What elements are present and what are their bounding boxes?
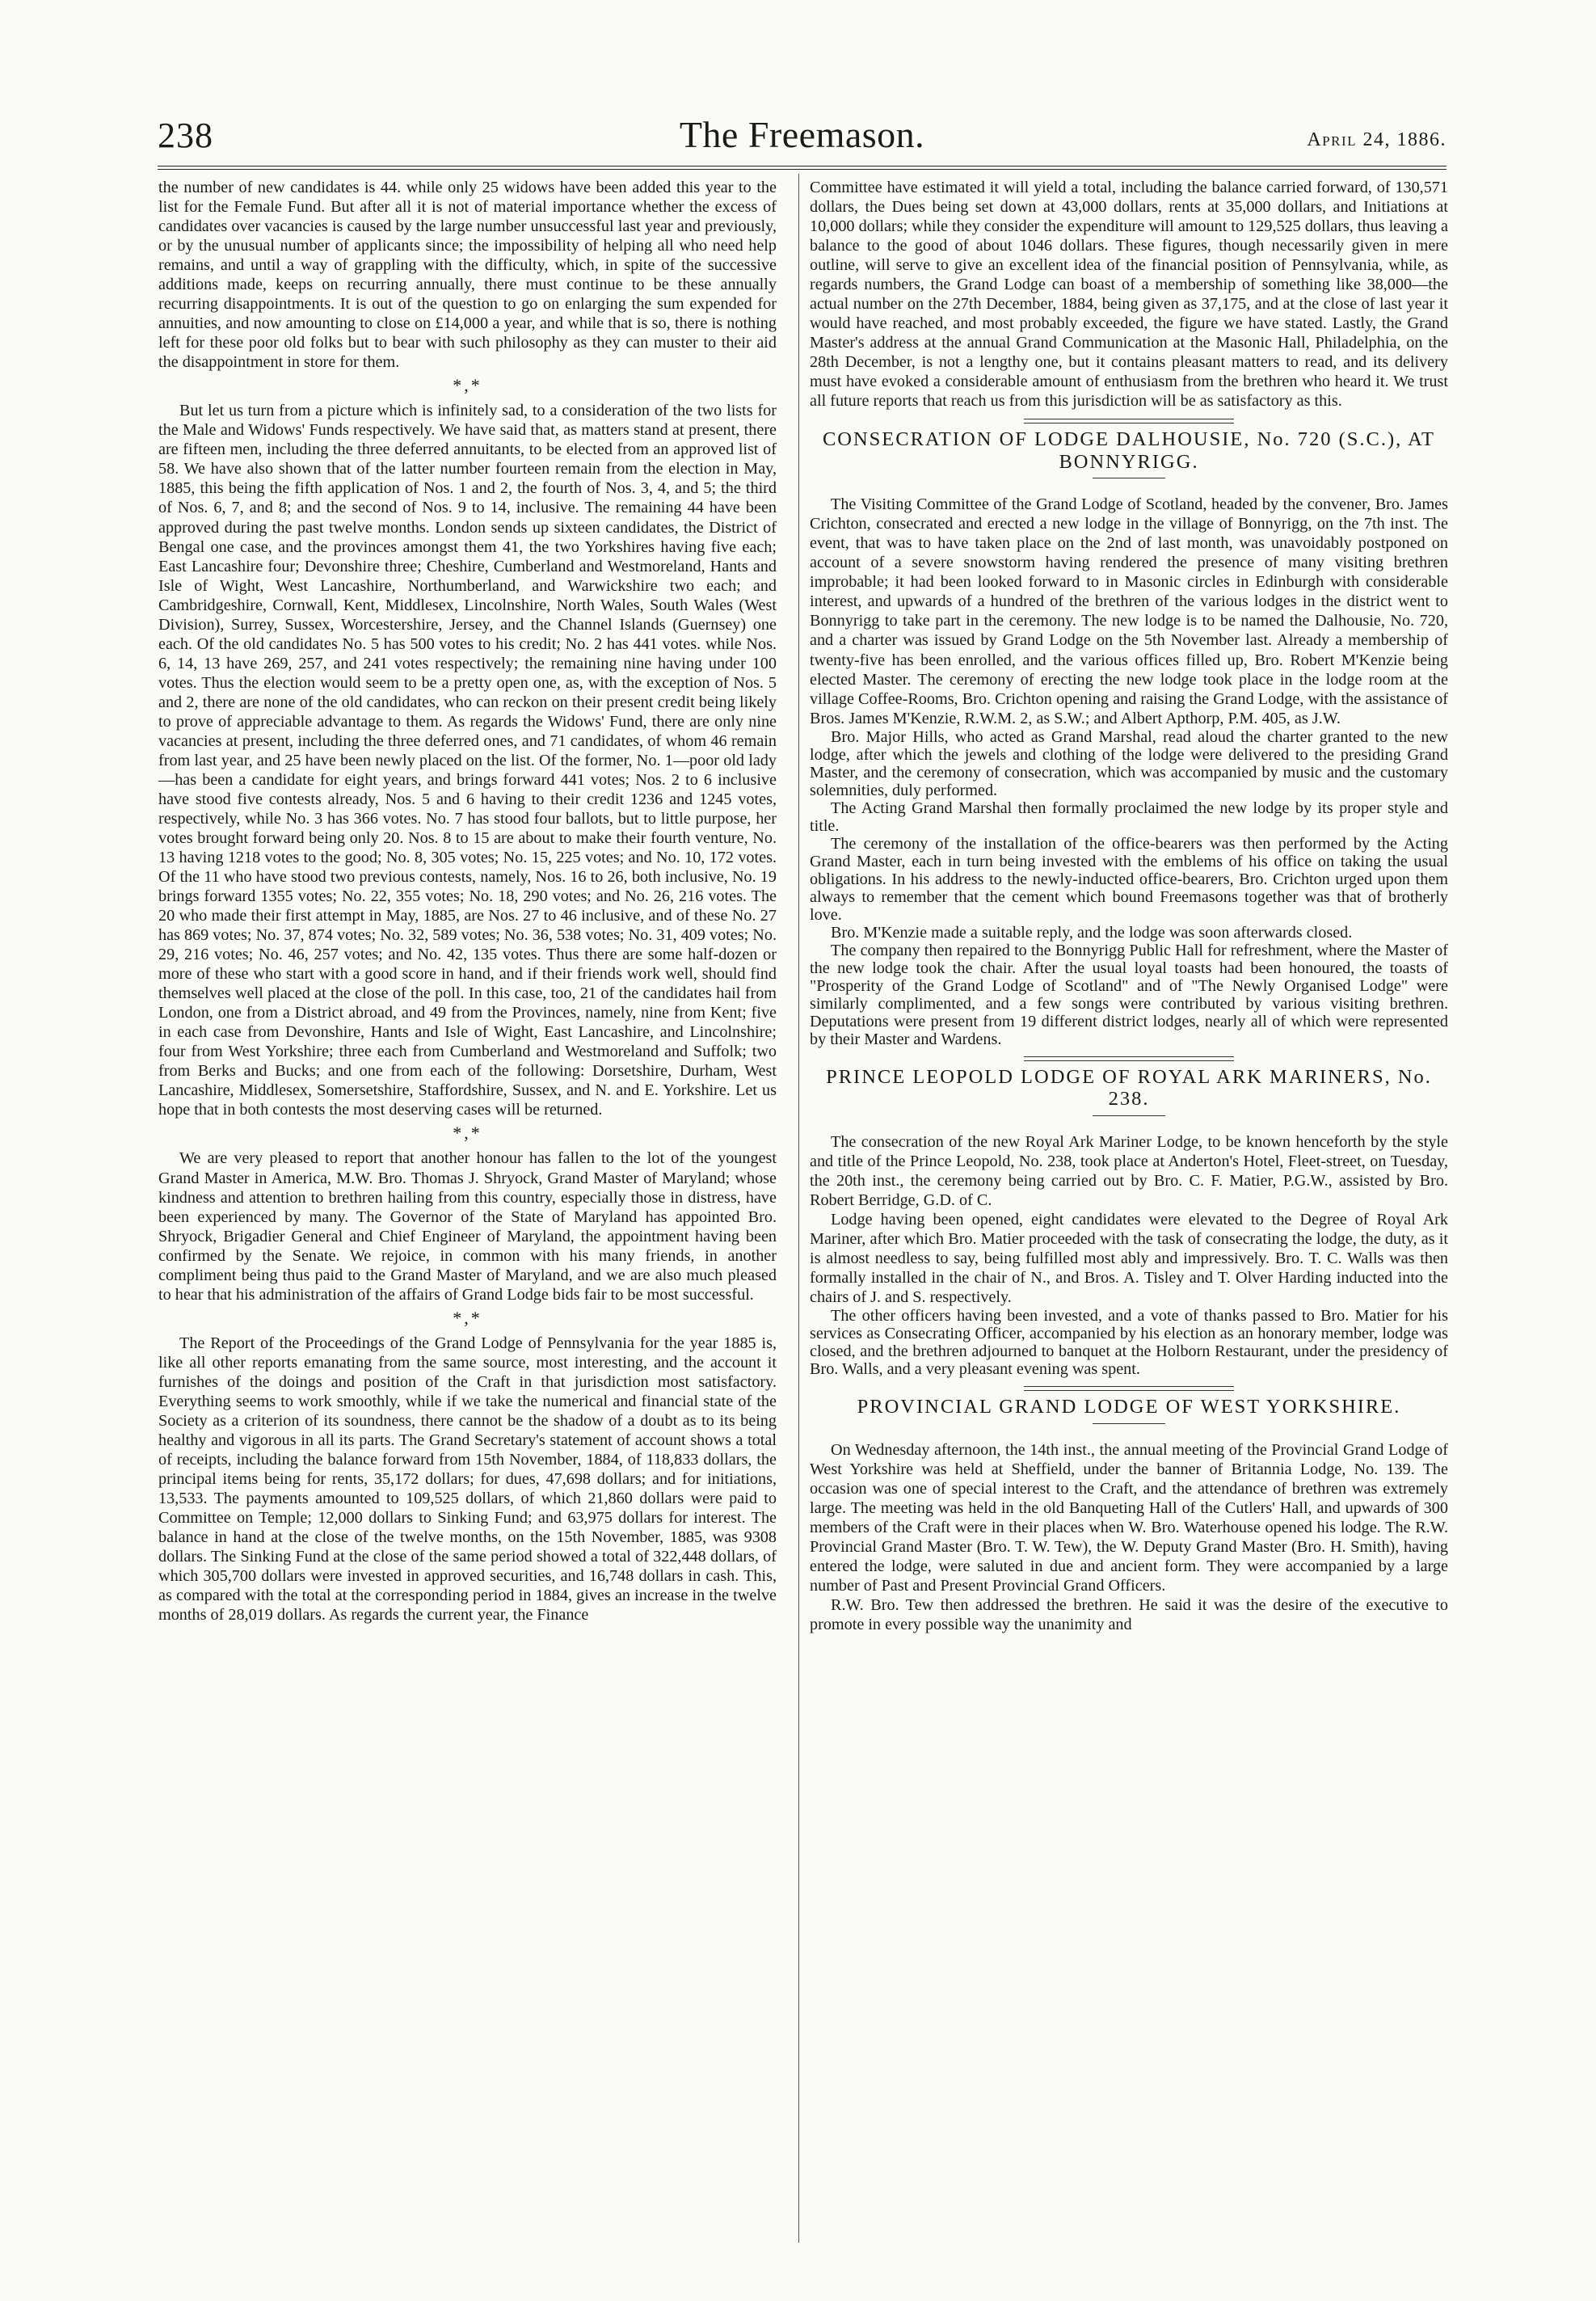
issue-date: April 24, 1886.: [1307, 129, 1447, 150]
section-separator: *,*: [453, 1307, 482, 1328]
paragraph: The company then repaired to the Bonnyrigg Public Hall for refreshment, where the Master of the new lodge took the chair. After the usual loyal toasts had been honoured, the toasts of "Prosperity of the Grand Lodge of Scotland" and of "The Newly Organised Lodge" were similarly complimented, and a few songs were contributed by various visiting brethren. Deputations were present from 19 different district lodges, nearly all of which were represented by their Master and Wardens.: [810, 941, 1448, 1048]
section-rule: [1024, 419, 1234, 424]
paragraph: The Report of the Proceedings of the Grand Lodge of Pennsylvania for the year 1885 is, like all other reports emanating from the same source, most interesting, and the account it furnishes of the doings and position of the Craft in that jurisdiction most satisfactory. Everything seems to work smoothly, while if we take the numerical and financial state of the Society as a criterion of its soundness, there cannot be the shadow of a doubt as to its being healthy and vigorous in all its parts. The Grand Secretary's statement of account shows a total of receipts, including the balance forward from 15th November, 1884, of 118,833 dollars, the principal items being for rents, 35,172 dollars; for dues, 47,698 dollars; and for initiations, 13,533. The payments amounted to 109,525 dollars, of which 21,860 dollars were paid to Committee on Temple; 12,000 dollars to Sinking Fund; and 63,975 dollars for interest. The balance in hand at the close of the twelve months, on the 15th November, 1885, was 9308 dollars. The Sinking Fund at the close of the same period showed a total of 322,448 dollars, of which 305,700 dollars were invested in approved securities, and 16,748 dollars in cash. This, as compared with the total at the corresponding period in 1884, gives an increase in the twelve months of 28,019 dollars. As regards the current year, the Finance: [158, 1334, 777, 1625]
paragraph: Committee have estimated it will yield a total, including the balance carried forward, of 130,571 dollars, the Dues being set down at 43,000 dollars, rents at 35,000 dollars, and Initiations at 10,000 dollars; while they consider the expenditure will amount to 129,525 dollars, thus leaving a balance to the good of about 1046 dollars. These figures, though necessarily given in mere outline, will serve to give an excellent idea of the financial position of Pennsylvania, while, as regards numbers, the Grand Lodge can boast of a membership of something like 38,000—the actual number on the 27th December, 1884, being given as 37,175, and at the close of last year it would have reached, and most probably exceeded, the figure we have stated. Lastly, the Grand Master's address at the annual Grand Communication at the Masonic Hall, Philadelphia, on the 28th December, is not a lengthy one, but it contains pleasant matters to read, and its delivery must have evoked a considerable amount of enthusiasm from the brethren who heard it. We trust all future reports that reach us from this jurisdiction will be as satisfactory as this.: [810, 179, 1448, 411]
heading-rule: [1093, 1115, 1165, 1116]
paragraph: The Acting Grand Marshal then formally proclaimed the new lodge by its proper style and title.: [810, 799, 1448, 835]
paragraph: On Wednesday afternoon, the 14th inst., the annual meeting of the Provincial Grand Lodge of West Yorkshire was held at Sheffield, under the banner of Britannia Lodge, No. 139. The occasion was one of special interest to the Craft, and the attendance of brethren was extremely large. The meeting was held in the old Banqueting Hall of the Cutlers' Hall, and upwards of 300 members of the Craft were in their places when W. Bro. Waterhouse opened his lodge. The R.W. Provincial Grand Master (Bro. T. W. Tew), the W. Deputy Grand Master (Bro. H. Smith), having entered the lodge, were saluted in due and ancient form. They were accompanied by a large number of Past and Present Provincial Grand Officers.: [810, 1440, 1448, 1595]
article-heading: PRINCE LEOPOLD LODGE OF ROYAL ARK MARINERS, No. 238.: [826, 1065, 1432, 1110]
paragraph: The Visiting Committee of the Grand Lodge of Scotland, headed by the convener, Bro. James Crichton, consecrated and erected a new lodge in the village of Bonnyrigg, on the 7th inst. The event, that was to have taken place on the 2nd of last month, was unavoidably postponed on account of a severe snowstorm having rendered the presence of many visiting brethren improbable; it had been looked forward to in Masonic circles in Edinburgh with considerable interest, and upwards of a hundred of the brethren of the various lodges in the district went to Bonnyrigg to take part in the ceremony. The new lodge is to be named the Dalhousie, No. 720, and a charter was issued by Grand Lodge on the 5th November last. Already a membership of twenty-five has been enrolled, and the various offices filled up, Bro. Robert M'Kenzie being elected Master. The ceremony of erecting the new lodge took place in the lodge room at the village Coffee-Rooms, Bro. Crichton opening and raising the Grand Lodge, with the assistance of Bros. James M'Kenzie, R.W.M. 2, as S.W.; and Albert Apthorp, P.M. 405, as J.W.: [810, 495, 1448, 727]
section-rule: [1024, 1056, 1234, 1061]
newspaper-title: The Freemason.: [679, 114, 925, 155]
right-column: [810, 178, 1448, 1634]
column-divider: [798, 174, 799, 2243]
left-column: [158, 178, 777, 1625]
paragraph: Bro. M'Kenzie made a suitable reply, and the lodge was soon afterwards closed.: [831, 923, 1353, 942]
masthead: [158, 113, 1447, 162]
section-separator: *,*: [453, 1123, 482, 1144]
heading-rule: [1093, 1423, 1165, 1424]
article-heading: CONSECRATION OF LODGE DALHOUSIE, No. 720 (S.C.), AT BONNYRIGG.: [822, 428, 1436, 473]
article-heading: PROVINCIAL GRAND LODGE OF WEST YORKSHIRE.: [857, 1396, 1401, 1418]
paragraph: The ceremony of the installation of the office-bearers was then performed by the Acting Grand Master, each in turn being invested with the emblems of his office on taking the usual obligations. In his address to the newly-inducted office-bearers, Bro. Crichton urged upon them always to remember that the cement which bound Freemasons together was that of brotherly love.: [810, 834, 1448, 924]
paragraph: Bro. Major Hills, who acted as Grand Marshal, read aloud the charter granted to the new lodge, after which the jewels and clothing of the lodge were delivered to the presiding Grand Master, and the ceremony of consecration, which was accompanied by music and the customary solemnities, duly performed.: [810, 727, 1448, 799]
section-separator: *,*: [453, 375, 482, 396]
paragraph: The consecration of the new Royal Ark Mariner Lodge, to be known henceforth by the style and title of the Prince Leopold, No. 238, took place at Anderton's Hotel, Fleet-street, on Tuesday, the 20th inst., the ceremony being carried out by Bro. C. F. Matier, P.G.W., assisted by Bro. Robert Berridge, G.D. of C.: [810, 1132, 1448, 1209]
paragraph: R.W. Bro. Tew then addressed the brethren. He said it was the desire of the executive to promote in every possible way the unanimity and: [810, 1595, 1448, 1633]
paragraph: the number of new candidates is 44. while only 25 widows have been added this year to the list for the Female Fund. But after all it is not of material importance whether the excess of candidates over vacancies is caused by the large number unsuccessful last year and previously, or by the unusual number of applicants since; the impossibility of helping all who need help remains, and until a way of grappling with the difficulty, which, in spite of the successive additions made, keeps on recurring annually, there must continue to be these annually recurring disappointments. It is out of the question to go on enlarging the sum expended for annuities, and now amounting to close on £14,000 a year, and while that is so, there is nothing left for these poor old folks but to bear with such philosophy as they can muster to their aid the disappointment in store for them.: [158, 179, 777, 372]
paragraph: The other officers having been invested, and a vote of thanks passed to Bro. Matier for his services as Consecrating Officer, accompanied by his election as an honorary member, lodge was closed, and the brethren adjourned to banquet at the Holborn Restaurant, under the presidency of Bro. Walls, and a very pleasant evening was spent.: [810, 1307, 1448, 1379]
page-number: 238: [158, 116, 213, 155]
section-rule: [1024, 1386, 1234, 1391]
paragraph: But let us turn from a picture which is infinitely sad, to a consideration of the two lists for the Male and Widows' Funds respectively. We have said that, as matters stand at present, there are fifteen men, including the three deferred annuitants, to be elected from an approved list of 58. We have also shown that of the latter number fourteen remain from the election in May, 1885, this being the fifth application of Nos. 1 and 2, the fourth of Nos. 3, 4, and 5; the third of Nos. 6, 7, and 8; and the second of Nos. 9 to 14, inclusive. The remaining 44 have been approved during the past twelve months. London sends up sixteen candidates, the District of Bengal one case, and the provinces amongst them 41, the two Yorkshires having five each; East Lancashire four; Devonshire three; Cheshire, Cumberland and Westmoreland, Hants and Isle of Wight, West Lancashire, Northumberland, and Warwickshire two each; and Cambridgeshire, Cornwall, Kent, Middlesex, Lincolnshire, North Wales, South Wales (West Division), Surrey, Sussex, Worcestershire, Jersey, and the Channel Islands (Guernsey) one each. Of the old candidates No. 5 has 500 votes to his credit; No. 2 has 441 votes. while Nos. 6, 14, 13 have 269, 257, and 241 votes respectively; the remaining nine having under 100 votes. Thus the election would seem to be a pretty open one, as, with the exception of Nos. 5 and 2, there are none of the old candidates, who can reckon on their present credit being likely to prove of appreciable advantage to them. As regards the Widows' Fund, there are only nine vacancies at present, including the three deferred ones, and 71 candidates, of whom 46 remain from last year, and 25 have been newly placed on the list. Of the former, No. 1—poor old lady—has been a candidate for eight years, and brings forward 441 votes; Nos. 2 to 6 inclusive have stood five contests already, Nos. 5 and 6 having to their credit 1236 and 1245 votes, respectively, while No. 3 has 366 votes. No. 7 has stood four ballots, but to little purpose, her votes brought forward being only 20. Nos. 8 to 15 are about to make their fourth venture, No. 13 having 1218 votes to the good; No. 8, 305 votes; No. 15, 225 votes; and No. 10, 172 votes. Of the 11 who have stood two previous contests, namely, Nos. 16 to 26, both inclusive, No. 19 brings forward 1355 votes; No. 22, 355 votes; No. 18, 290 votes; and No. 26, 216 votes. The 20 who made their first attempt in May, 1885, are Nos. 27 to 46 inclusive, and of these No. 27 has 869 votes; No. 37, 874 votes; No. 32, 589 votes; No. 36, 538 votes; No. 31, 409 votes; No. 29, 216 votes; No. 46, 257 votes; and No. 42, 135 votes. Thus there are some half-dozen or more of these who start with a good score in hand, and if their friends work well, should find themselves well placed at the close of the poll. In this case, too, 21 of the candidates hail from London, one from a District abroad, and 49 from the Provinces, namely, nine from Kent; five in each case from Devonshire, Hants and Isle of Wight, East Lancashire, and Lincolnshire; four from West Yorkshire; three each from Cumberland and Westmoreland and Suffolk; two from Berks and Bucks; and one from each of the following: Dorsetshire, Durham, West Lancashire, Middlesex, Somersetshire, Staffordshire, Sussex, and N. and E. Yorkshire. Let us hope that in both contests the most deserving cases will be returned.: [158, 402, 777, 1119]
paragraph: Lodge having been opened, eight candidates were elevated to the Degree of Royal Ark Mariner, after which Bro. Matier proceeded with the task of consecrating the lodge, the duty, as it is almost needless to say, being fulfilled most ably and impressively. Bro. T. C. Walls was then formally installed in the chair of N., and Bros. A. Tisley and T. Olver Harding inducted into the chairs of J. and S. respectively.: [810, 1210, 1448, 1307]
masthead-rule-2: [158, 169, 1447, 170]
paragraph: We are very pleased to report that another honour has fallen to the lot of the youngest Grand Master in America, M.W. Bro. Thomas J. Shryock, Grand Master of Maryland; whose kindness and attention to brethren hailing from this country, especially those in distress, have been experienced by many. The Governor of the State of Maryland has appointed Bro. Shryock, Brigadier General and Chief Engineer of Maryland, the appointment having been confirmed by the Senate. We rejoice, in common with his many friends, in another compliment being thus paid to the Grand Master of Maryland, and we are also much pleased to hear that his administration of the affairs of Grand Lodge bids fair to be most successful.: [158, 1149, 777, 1304]
